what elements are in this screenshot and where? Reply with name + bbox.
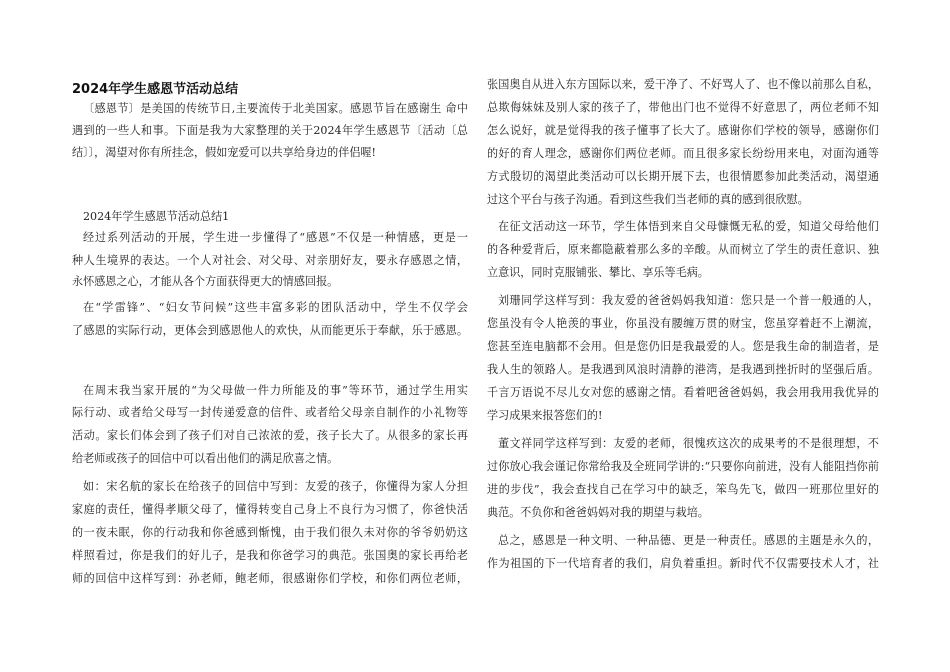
paragraph-line: 在征文活动这一环节，学生体悟到来自父母慷慨无私的爱，知道父母给他们 xyxy=(498,220,879,233)
paragraph-line: 给老师或孩子的回信中可以看出他们的满足欣喜之情。 xyxy=(72,452,339,465)
paragraph-line: 了感恩的实际行动，更体会到感恩他人的欢快，从而能更乐于奉献，乐于感恩。 xyxy=(72,324,468,337)
paragraph-line: 〔感恩节〕是美国的传统节日,主要流传于北美国家。感恩节旨在感谢生 命中 xyxy=(83,102,468,115)
paragraph-line: 样照看过，你是我们的好儿子，是我和你爸学习的典范。张国奥的家长再给老 xyxy=(72,549,468,562)
paragraph-line: 方式殷切的渴望此类活动可以长期开展下去，也很情愿参加此类活动，渴望通 xyxy=(487,170,879,183)
paragraph-line: 千言万语说不尽儿女对您的感谢之情。看着吧爸爸妈妈，我会用我用我优异的 xyxy=(487,386,879,399)
paragraph-line: 过这个平台与孩子沟通。看到这些我们当老师的真的感到很欣慰。 xyxy=(487,193,809,206)
paragraph-line: 经过系列活动的开展，学生进一步懂得了“感恩”不仅是一种情感，更是一 xyxy=(83,231,468,244)
paragraph-line: 怎么说好，就是觉得我的孩子懂事了长大了。感谢你们学校的领导，感谢你们 xyxy=(487,124,879,137)
paragraph-line: 师的回信中这样写到：孙老师，鲍老师，很感谢你们学校，和你们两位老师， xyxy=(72,572,468,585)
document-title: 2024年学生感恩节活动总结 xyxy=(72,82,239,97)
paragraph-line: 家庭的责任，懂得孝顺父母了，懂得转变自己身上不良行为习惯了，你爸快活 xyxy=(72,503,468,516)
paragraph-line: 总欺侮妹妹及别人家的孩子了，带他出门也不觉得不好意思了，两位老师不知 xyxy=(487,101,879,114)
paragraph-line: 活动。家长们体会到了孩子们对自己浓浓的爱，孩子长大了。从很多的家长再 xyxy=(72,429,468,442)
paragraph-line: 立意识，同时克服铺张、攀比、享乐等毛病。 xyxy=(487,266,709,279)
paragraph-line: 在“学雷锋”、“妇女节问候”这些丰富多彩的团队活动中，学生不仅学会 xyxy=(83,301,468,314)
paragraph-line: 董文祥同学这样写到：友爱的老师，很愧疚这次的成果考的不是很理想，不 xyxy=(498,437,879,450)
paragraph-line: 您虽没有令人艳羡的事业，你虽没有腰缠万贯的财宝，您虽穿着赶不上潮流， xyxy=(487,317,879,330)
paragraph-line: 过你放心我会谨记你常给我及全班同学讲的:“只要你向前进，没有人能阻挡你前 xyxy=(487,460,879,473)
paragraph-line: 永怀感恩之心，才能从各个方面获得更大的情感回报。 xyxy=(72,275,339,288)
paragraph-line: 2024年学生感恩节活动总结1 xyxy=(83,210,230,223)
paragraph-line: 进的步伐”，我会查找自己在学习中的缺乏，笨鸟先飞，做四一班那位里好的 xyxy=(487,483,879,496)
paragraph-line: 总之，感恩是一种文明、一种品德、更是一种责任。感恩的主题是永久的， xyxy=(498,534,879,547)
paragraph-line: 作为祖国的下一代培育者的我们，肩负着重担。新时代不仅需要技术人才，社 xyxy=(487,557,879,570)
paragraph-line: 际行动、或者给父母写一封传递爱意的信件、或者给父母亲自制作的小礼物等 xyxy=(72,406,468,419)
paragraph-line: 如：宋名航的家长在给孩子的回信中写到：友爱的孩子，你懂得为家人分担 xyxy=(83,480,468,493)
paragraph-line: 的一夜未眠，你的行动我和你爸感到惭愧，由于我们很久未对你的爷爷奶奶这 xyxy=(72,526,468,539)
paragraph-line: 种人生境界的表达。一个人对社会、对父母、对亲朋好友，要永存感恩之情， xyxy=(72,254,468,267)
paragraph-line: 的各种爱背后，原来都隐蔽着那么多的辛酸。从而树立了学生的责任意识、独 xyxy=(487,243,879,256)
paragraph-line: 您甚至连电脑都不会用。但是您仍旧是我最爱的人。您是我生命的制造者，是 xyxy=(487,340,879,353)
paragraph-line: 在周末我当家开展的“为父母做一件力所能及的事”等环节，通过学生用实 xyxy=(83,384,468,397)
paragraph-line: 张国奥自从进入东方国际以来，爱干净了、不好骂人了、也不像以前那么自私， xyxy=(487,78,879,91)
paragraph-line: 学习成果来报答您们的! xyxy=(487,409,603,422)
paragraph-line: 刘珊同学这样写到：我友爱的爸爸妈妈我知道：您只是一个普一般通的人， xyxy=(498,294,879,307)
paragraph-line: 遇到的一些人和事。下面是我为大家整理的关于2024年学生感恩节〔活动〔总 xyxy=(72,124,468,137)
paragraph-line: 典范。不负你和爸爸妈妈对我的期望与栽培。 xyxy=(487,506,709,519)
paragraph-line: 我人生的领路人。是我遇到风浪时清静的港湾，是我遇到挫折时的坚强后盾。 xyxy=(487,363,879,376)
paragraph-line: 结〕〕，渴望对你有所挂念，假如宠爱可以共享给身边的伴侣喔! xyxy=(72,146,376,159)
paragraph-line: 的好的育人理念，感谢你们两位老师。而且很多家长纷纷用来电，对面沟通等 xyxy=(487,147,879,160)
